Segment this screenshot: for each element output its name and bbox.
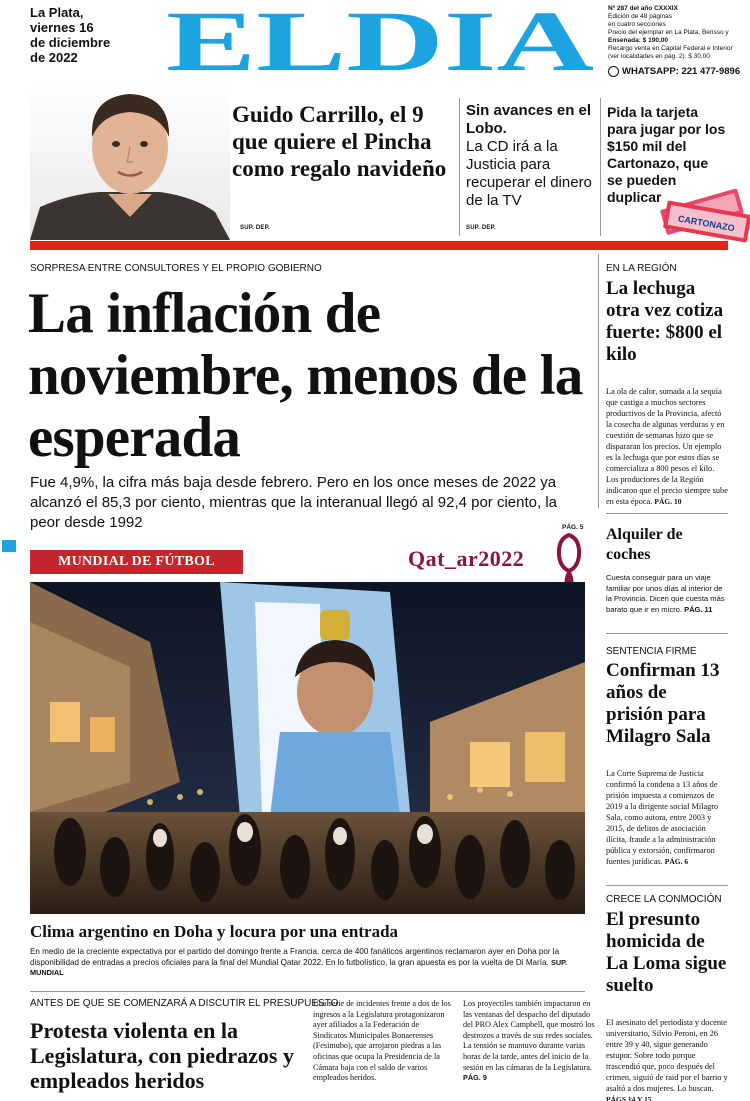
bottom-body-para-2 <box>463 1041 601 1083</box>
story-headline[interactable]: La lechuga otra vez cotiza fuerte: $800 el kilo <box>606 278 724 365</box>
section-label: SENTENCIA FIRME <box>606 646 697 657</box>
blue-marker <box>2 540 16 552</box>
story-text: La Corte Suprema de Justicia confirmó la condena a 13 años de prisión impuesta a comienzos de 2019 a la dirigente social Milagro Sala, como autora, entre 2003 y 2015, de delitos de asociación ilícita, fraude a la administración pública y extorsión, confirmaron fuentes jurídicas. <box>606 769 719 866</box>
right-story-milagro-sala[interactable] <box>606 646 728 867</box>
teaser-carrillo-headline[interactable]: Guido Carrillo, el 9 que quiere el Pincha como regalo navideño <box>232 102 447 181</box>
right-story-alquiler[interactable] <box>606 525 728 615</box>
edition-date: La Plata, viernes 16 de diciembre de 2022 <box>30 5 111 65</box>
divider <box>606 513 728 514</box>
edition-line: (ver localidades en pág. 2): $ 30,00 <box>608 53 710 60</box>
bottom-page-ref: PÁG. 9 <box>463 1073 487 1083</box>
teaser-carrillo-section: SUP. DEP. <box>240 225 270 231</box>
teaser-lobo-section: SUP. DEP. <box>466 225 496 231</box>
caption-ref: SUP. MUNDIAL <box>30 957 568 977</box>
edition-line: Nº 287 del año CXXXIX <box>608 5 678 12</box>
teaser-lobo[interactable] <box>466 102 601 210</box>
whatsapp-contact[interactable] <box>608 66 740 77</box>
teaser-lobo-lead: Sin avances en el Lobo. <box>466 102 592 137</box>
masthead-logo[interactable] <box>165 6 595 76</box>
bottom-body-col1: Una serie de incidentes frente a dos de los ingresos a la Legislatura protagonizaron ayer afiliados a la Federación de Sindicatos Municipales Bonaerenses (Fesimubo), que arrojaron piedras a las oficinas que ocupa la Presidencia de la Cámara baja con el saldo de varios empleados heridos. <box>313 999 451 1083</box>
doha-caption-body <box>30 947 585 979</box>
mundial-section-tag[interactable]: MUNDIAL DE FÚTBOL <box>30 550 243 574</box>
edition-line: Recargo venta en Capital Federal e Interior <box>608 45 733 52</box>
whatsapp-number: WHATSAPP: 221 477-9896 <box>622 66 741 77</box>
qatar-2022-brand: Qat_ar2022 <box>408 546 525 571</box>
ticket-label: CARTONAZO <box>677 213 736 234</box>
story-text: Cuesta conseguir para un viaje familiar por unos días al interior de la Provincia. Dicen que cuesta más barato que ir en micro. <box>606 573 725 614</box>
divider <box>606 885 728 886</box>
main-kicker: SORPRESA ENTRE CONSULTORES Y EL PROPIO GOBIERNO <box>30 263 322 274</box>
logo-text: ELDIA <box>166 6 594 76</box>
whatsapp-icon <box>608 66 619 77</box>
story-headline[interactable]: Alquiler de coches <box>606 526 683 563</box>
section-label: CRECE LA CONMOCIÓN <box>606 894 722 905</box>
column-divider <box>600 98 601 236</box>
right-story-lechuga[interactable] <box>606 263 728 507</box>
carrillo-photo <box>30 82 230 240</box>
edition-line: Ensenada: $ 190,00 <box>608 37 668 44</box>
column-divider <box>598 254 599 508</box>
bottom-kicker: ANTES DE QUE SE COMENZARÁ A DISCUTIR EL PRESUPUESTO <box>30 998 339 1009</box>
doha-caption-headline[interactable]: Clima argentino en Doha y locura por una entrada <box>30 922 399 941</box>
divider <box>606 633 728 634</box>
story-text: El asesinato del periodista y docente universitario, Silvio Peroni, en 26 entre 39 y 40, sigue generando estupor. Sobre todo porque trascendió que, poco después del crimen, siguió de raid por el barrio y asaltó a dos mujeres. Lo buscan. <box>606 1018 728 1093</box>
column-divider <box>459 98 460 236</box>
main-subhead: Fue 4,9%, la cifra más baja desde febrero. Pero en los once meses de 2022 ya alcanzó el 85,3 por ciento, mientras que la interanual llegó al 92,4 por ciento, la peor desde 1992 <box>30 474 557 531</box>
cartonazo-tickets-image <box>655 180 750 245</box>
bottom-headline[interactable]: Protesta violenta en la Legislatura, con piedrazos y empleados heridos <box>30 1018 294 1093</box>
story-body <box>606 768 728 867</box>
page-ref: PÁGS 14 Y 15 <box>606 1095 652 1101</box>
main-headline[interactable]: La inflación de noviembre, menos de la esperada <box>28 282 583 469</box>
story-headline[interactable]: El presunto homicida de La Loma sigue suelto <box>606 909 727 996</box>
edition-line: en cuatro secciones <box>608 21 666 28</box>
story-body <box>606 573 728 615</box>
divider <box>30 991 585 992</box>
teaser-cartonazo-headline[interactable]: Pida la tarjeta para jugar por los $150 mil del Cartonazo, que se pueden duplicar <box>607 104 726 205</box>
section-label: EN LA REGIÓN <box>606 263 677 274</box>
edition-info <box>608 5 748 61</box>
story-body <box>606 1017 728 1101</box>
doha-fans-photo <box>30 582 585 914</box>
edition-line: Edición de 48 páginas <box>608 13 672 20</box>
bottom-body-text: La tensión se mantuvo durante varias horas de la tarde, antes del inicio de la sesión en las cámaras de la Legislatura. <box>463 1041 592 1072</box>
story-text: La ola de calor, sumada a la sequía que castiga a muchos sectores productivos de la Provincia, afectó la cosecha de algunas verduras y en cuestión de semanas hizo que se dispararan los precios. Un ejemplo es la lechuga que por estos días se comercializa a 800 pesos el kilo. Los productores de la Región indicaron que el precio siempre sube en esta época. <box>606 387 728 506</box>
page-ref: PÁG. 10 <box>654 497 682 506</box>
teaser-lobo-text: La CD irá a la Justicia para recuperar el dinero de la TV <box>466 138 592 209</box>
story-body <box>606 386 728 507</box>
bottom-body-col2 <box>463 999 601 1084</box>
edition-line: Precio del ejemplar en La Plata, Berisso y <box>608 29 729 36</box>
caption-text: En medio de la creciente expectativa por el partido del domingo frente a Francia, cerca de 400 fanáticos argentinos reclamaron ayer en Doha por la disponibilidad de entradas a precios oficiales para la final del Mundial Qatar 2022. En lo futbolístico, la gran apuesta es por la vuelta de Di María. <box>30 947 560 967</box>
right-story-la-loma[interactable] <box>606 894 728 1101</box>
red-divider-bar <box>30 241 728 250</box>
page-ref: PÁG. 11 <box>684 604 713 614</box>
bottom-body-para: Los proyectiles también impactaron en las ventanas del despacho del diputado del PRO Alex Campbell, que mostró los destrozos a través de sus redes sociales. <box>463 999 595 1040</box>
story-headline[interactable]: Confirman 13 años de prisión para Milagro Sala <box>606 660 720 747</box>
mundial-page-ref: PÁG. 5 <box>562 524 584 531</box>
page-ref: PÁG. 6 <box>664 857 689 866</box>
